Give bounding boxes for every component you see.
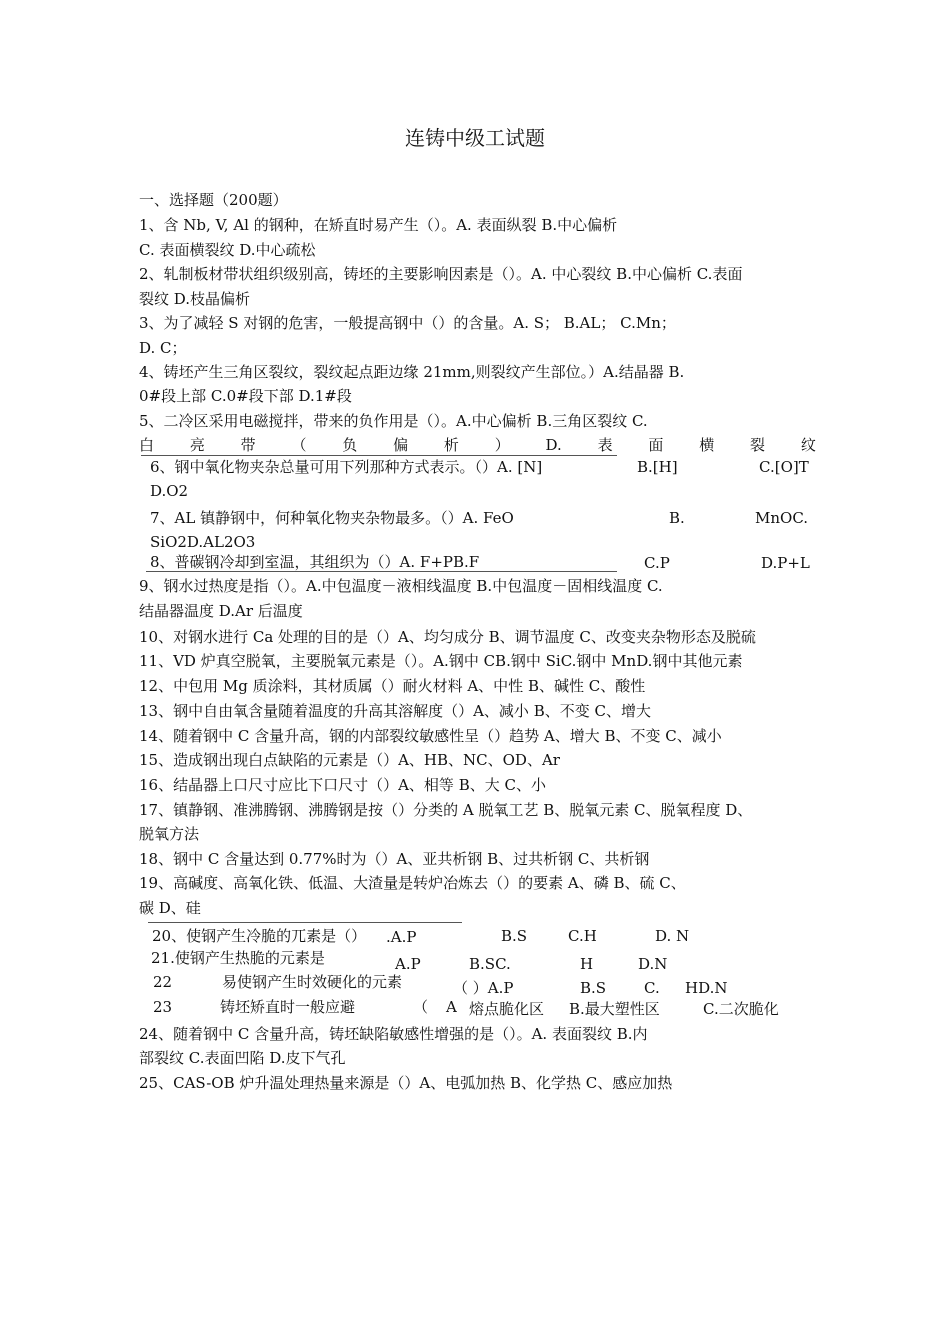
question-22: 易使钢产生时效硬化的元素 xyxy=(222,973,403,991)
question-4: 4、铸坯产生三角区裂纹，裂纹起点距边缘 21mm,则裂纹产生部位。）A.结晶器 B. xyxy=(139,363,685,381)
question-9-cont: 结晶器温度 D.Ar 后温度 xyxy=(139,602,303,620)
question-23-option-a: 熔点脆化区 xyxy=(469,1000,545,1018)
justified-token: 横 xyxy=(699,436,715,454)
justified-token: 裂 xyxy=(750,436,766,454)
question-19-cont: 碳 D、硅 xyxy=(139,899,201,917)
justified-token: 负 xyxy=(342,436,358,454)
page-title: 连铸中级工试题 xyxy=(405,126,545,150)
justified-token: 纹 xyxy=(800,436,816,454)
question-21-option-d: D.N xyxy=(638,955,668,973)
question-19: 19、高碱度、高氧化铁、低温、大渣量是转炉冶炼去（）的要素 A、磷 B、硫 C、 xyxy=(139,874,686,892)
question-22-option-c: C. xyxy=(644,979,660,997)
question-23-option-b: B.最大塑性区 xyxy=(569,1000,660,1018)
question-21-option-c: H xyxy=(580,955,594,973)
justified-token: ） xyxy=(494,436,510,454)
justified-token: D. xyxy=(545,436,562,454)
question-1: 1、含 Nb, V, Al 的钢种，在矫直时易产生（）。A. 表面纵裂 B.中心偏析 xyxy=(139,216,618,234)
question-22-option-b: B.S xyxy=(580,979,607,997)
question-25: 25、CAS-OB 炉升温处理热量来源是（）A、电弧加热 B、化学热 C、感应加热 xyxy=(139,1074,673,1092)
question-23-paren: （ xyxy=(413,998,429,1016)
question-3: 3、为了减轻 S 对钢的危害，一般提高钢中（）的含量。A. S； B.AL； C.Mn； xyxy=(139,314,676,332)
question-3-cont: D. C； xyxy=(139,339,187,357)
question-15: 15、造成钢出现白点缺陷的元素是（）A、HB、NC、OD、Ar xyxy=(139,751,560,769)
question-21-option-a: A.P xyxy=(395,955,421,973)
justified-token: 面 xyxy=(648,436,664,454)
question-22-option-d: HD.N xyxy=(685,979,728,997)
question-2: 2、轧制板材带状组织级别高，铸坯的主要影响因素是（）。A. 中心裂纹 B.中心偏析 C.表面 xyxy=(139,265,743,283)
question-7-option-c: MnOC. xyxy=(755,509,809,527)
question-1-cont: C. 表面横裂纹 D.中心疏松 xyxy=(139,241,316,259)
question-20-option-b: B.S xyxy=(501,927,528,945)
question-6: 6、钢中氧化物夹杂总量可用下列那种方式表示。（）A. [N] xyxy=(150,458,543,476)
question-8-option-d: D.P+L xyxy=(761,554,810,572)
divider-line xyxy=(141,455,617,456)
question-6-option-b: B.[H] xyxy=(637,458,678,476)
justified-token: （ xyxy=(291,436,307,454)
question-11: 11、VD 炉真空脱氧，主要脱氧元素是（）。A.钢中 CB.钢中 SiC.钢中 MnD.钢中其他元素 xyxy=(139,652,743,670)
question-14: 14、随着钢中 C 含量升高，钢的内部裂纹敏感性呈（）趋势 A、增大 B、不变 C、减小 xyxy=(139,727,722,745)
question-17: 17、镇静钢、准沸腾钢、沸腾钢是按（）分类的 A 脱氧工艺 B、脱氧元素 C、脱氧程度 D、 xyxy=(139,801,753,819)
question-24: 24、随着钢中 C 含量升高，铸坯缺陷敏感性增强的是（）。A. 表面裂纹 B.内 xyxy=(139,1025,648,1043)
question-10: 10、对钢水进行 Ca 处理的目的是（）A、均匀成分 B、调节温度 C、改变夹杂物形态及脱硫 xyxy=(139,628,756,646)
question-18: 18、钢中 C 含量达到 0.77%时为（）A、亚共析钢 B、过共析钢 C、共析钢 xyxy=(139,850,650,868)
question-4-cont: 0#段上部 C.0#段下部 D.1#段 xyxy=(139,387,352,405)
divider-line xyxy=(146,571,617,572)
justified-token: 表 xyxy=(597,436,613,454)
question-6-option-d: D.O2 xyxy=(150,482,189,500)
question-13: 13、钢中自由氧含量随着温度的升高其溶解度（）A、减小 B、不变 C、增大 xyxy=(139,702,651,720)
justified-token: 带 xyxy=(240,436,256,454)
question-6-option-c: C.[O]T xyxy=(759,458,809,476)
question-9: 9、钢水过热度是指（）。A.中包温度－液相线温度 B.中包温度－固相线温度 C. xyxy=(139,577,663,595)
justified-token: 偏 xyxy=(393,436,409,454)
question-12: 12、中包用 Mg 质涂料，其材质属（）耐火材料 A、中性 B、碱性 C、酸性 xyxy=(139,677,646,695)
question-20-option-c: C.H xyxy=(568,927,597,945)
question-24-cont: 部裂纹 C.表面凹陷 D.皮下气孔 xyxy=(139,1049,346,1067)
question-23-option-c: C.二次脆化 xyxy=(703,1000,779,1018)
question-23: 铸坯矫直时一般应避 xyxy=(220,998,356,1016)
question-7-option-b: B. xyxy=(669,509,685,527)
question-17-cont: 脱氧方法 xyxy=(139,825,200,843)
question-20-option-d: D. N xyxy=(655,927,690,945)
justified-token: 析 xyxy=(443,436,459,454)
question-23-option-a-label: A xyxy=(446,998,457,1016)
question-20-option-a: .A.P xyxy=(386,928,417,946)
question-5: 5、二冷区采用电磁搅拌，带来的负作用是（）。A.中心偏析 B.三角区裂纹 C. xyxy=(139,412,648,430)
section-heading: 一、选择题（200题） xyxy=(139,191,288,209)
justified-token: 亮 xyxy=(189,436,205,454)
question-2-cont: 裂纹 D.枝晶偏析 xyxy=(139,290,251,308)
question-7-option-d: SiO2D.AL2O3 xyxy=(150,533,256,551)
question-16: 16、结晶器上口尺寸应比下口尺寸（）A、相等 B、大 C、小 xyxy=(139,776,546,794)
justified-token: 白 xyxy=(139,436,155,454)
question-22-option-a: （ ）A.P xyxy=(453,979,514,997)
question-22-number: 22 xyxy=(153,973,173,991)
question-8: 8、普碳钢冷却到室温，其组织为（）A. F+PB.F xyxy=(150,553,480,571)
question-23-number: 23 xyxy=(153,998,173,1016)
divider-line xyxy=(148,922,462,923)
question-7: 7、AL 镇静钢中，何种氧化物夹杂物最多。（）A. FeO xyxy=(150,509,514,527)
question-20: 20、使钢产生冷脆的兀素是（） xyxy=(152,927,367,945)
question-8-option-c: C.P xyxy=(644,554,670,572)
question-21-option-b: B.SC. xyxy=(469,955,511,973)
question-21: 21.使钢产生热脆的元素是 xyxy=(151,949,325,967)
question-5-cont xyxy=(139,435,816,455)
